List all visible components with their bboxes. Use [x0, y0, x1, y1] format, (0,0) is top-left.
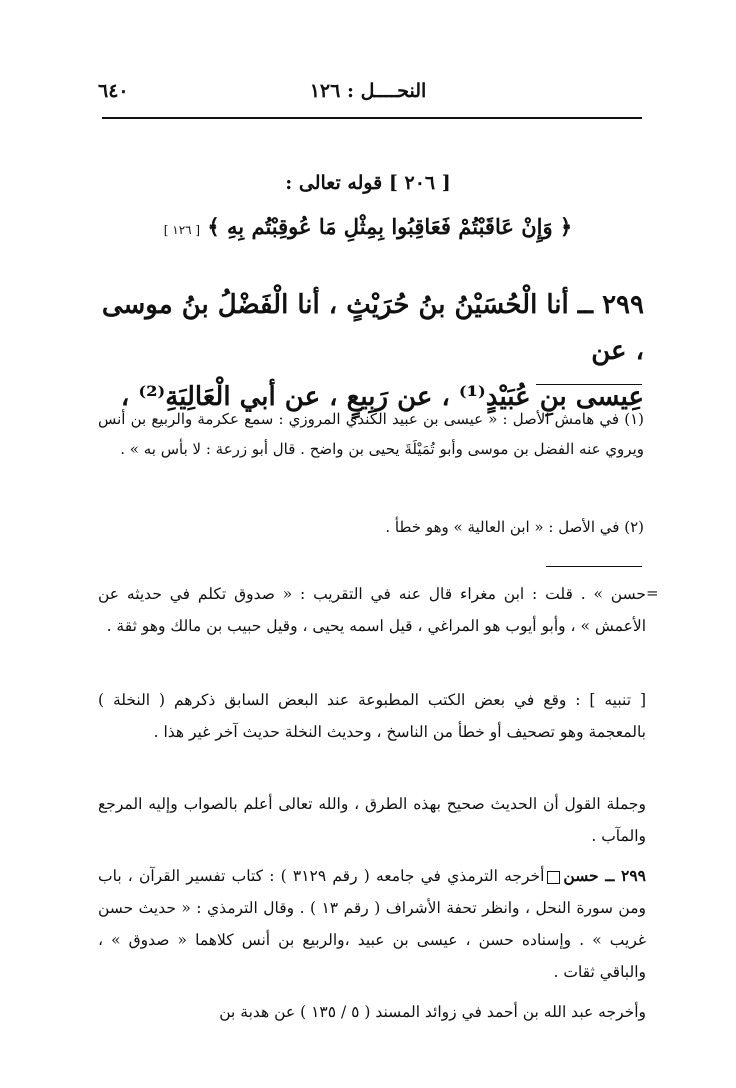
header-rule [102, 117, 642, 119]
takhrij-heading: ٢٩٩ ــ حسن [563, 866, 646, 885]
quran-verse [60, 214, 676, 239]
takhrij-text: أخرجه الترمذي في جامعه ( رقم ٣١٢٩ ) : كتاب تفسير القرآن ، باب ومن سورة النحل ، وانظر تحفة الأشراف ( رقم ١٣ ) . وقال الترمذي : « حديث حسن غريب » . وإسناده حسن ، عيسى بن عبيد ،والربيع بن أنس كلاهما « صدوق » ، والباقي ثقات . [98, 867, 646, 981]
commentary-paragraph-3: وجملة القول أن الحديث صحيح بهذه الطرق ، والله تعالى أعلم بالصواب وإليه المرجع والمآب . [98, 795, 646, 845]
section-heading [0, 172, 736, 194]
footnote-separator [536, 384, 642, 385]
commentary-paragraph-4 [98, 860, 646, 988]
commentary-paragraph-2: [ تنبيه ] : وقع في بعض الكتب المطبوعة عند البعض السابق ذكرهم ( النخلة ) بالمعجمة وهو تصحيف أو خطأ من الناسخ ، وحديث النخلة حديث آخر غير هذا . [98, 691, 646, 741]
section-heading-text: قوله تعالى : [285, 172, 383, 194]
verse-text: وَإِنْ عَاقَبْتُمْ فَعَاقِبُوا بِمِثْلِ مَا عُوقِبْتُم بِهِ [227, 214, 553, 239]
verse-open-bracket: ﴿ [559, 214, 573, 239]
commentary-paragraph-1: حسن » . قلت : ابن مغراء قال عنه في التقريب : « صدوق تكلم في حديثه عن الأعمش » ، وأبو أيوب هو المراغي ، قيل اسمه يحيى ، وقيل حبيب بن مالك وهو ثقة . [98, 585, 646, 635]
section-number: [ ٢٠٦ ] [388, 172, 451, 194]
hadith-line-2: عِيسى بنِ عُبَيْدٍ⁽¹⁾ ، عن رَبِيعٍ ، عن أبي الْعَالِيَةِ⁽²⁾ ، [120, 382, 644, 412]
commentary-separator [546, 566, 642, 567]
square-marker-icon [547, 871, 560, 884]
hadith-line-1: ٢٩٩ ــ أنا الْحُسَيْنُ بنُ حُرَيْثٍ ، أنا الْفَضْلُ بنُ موسى ، عن [101, 290, 644, 366]
verse-close-bracket: ﴾ [207, 214, 220, 239]
hadith-text [98, 282, 644, 420]
verse-reference: [ ١٢٦ ] [163, 223, 201, 237]
running-header-title: النحــــل : ١٢٦ [309, 80, 427, 102]
footnote-2: (٢) في الأصل : « ابن العالية » وهو خطأ . [385, 518, 644, 536]
footnote-1: (١) في هامش الأصل : « عيسى بن عبيد الكندي المروزي : سمع عكرمة والربيع بن أنس ويروي عنه الفضل بن موسى وأبو تُمَيْلَةَ يحيى بن واضح . قال أبو زرعة : لا بأس به » . [98, 410, 644, 458]
page-number: ٦٤٠ [98, 80, 129, 102]
commentary-paragraph-5: وأخرجه عبد الله بن أحمد في زوائد المسند ( ٥ / ١٣٥ ) عن هدبة بن [219, 1003, 646, 1021]
continuation-mark: = [646, 584, 659, 602]
